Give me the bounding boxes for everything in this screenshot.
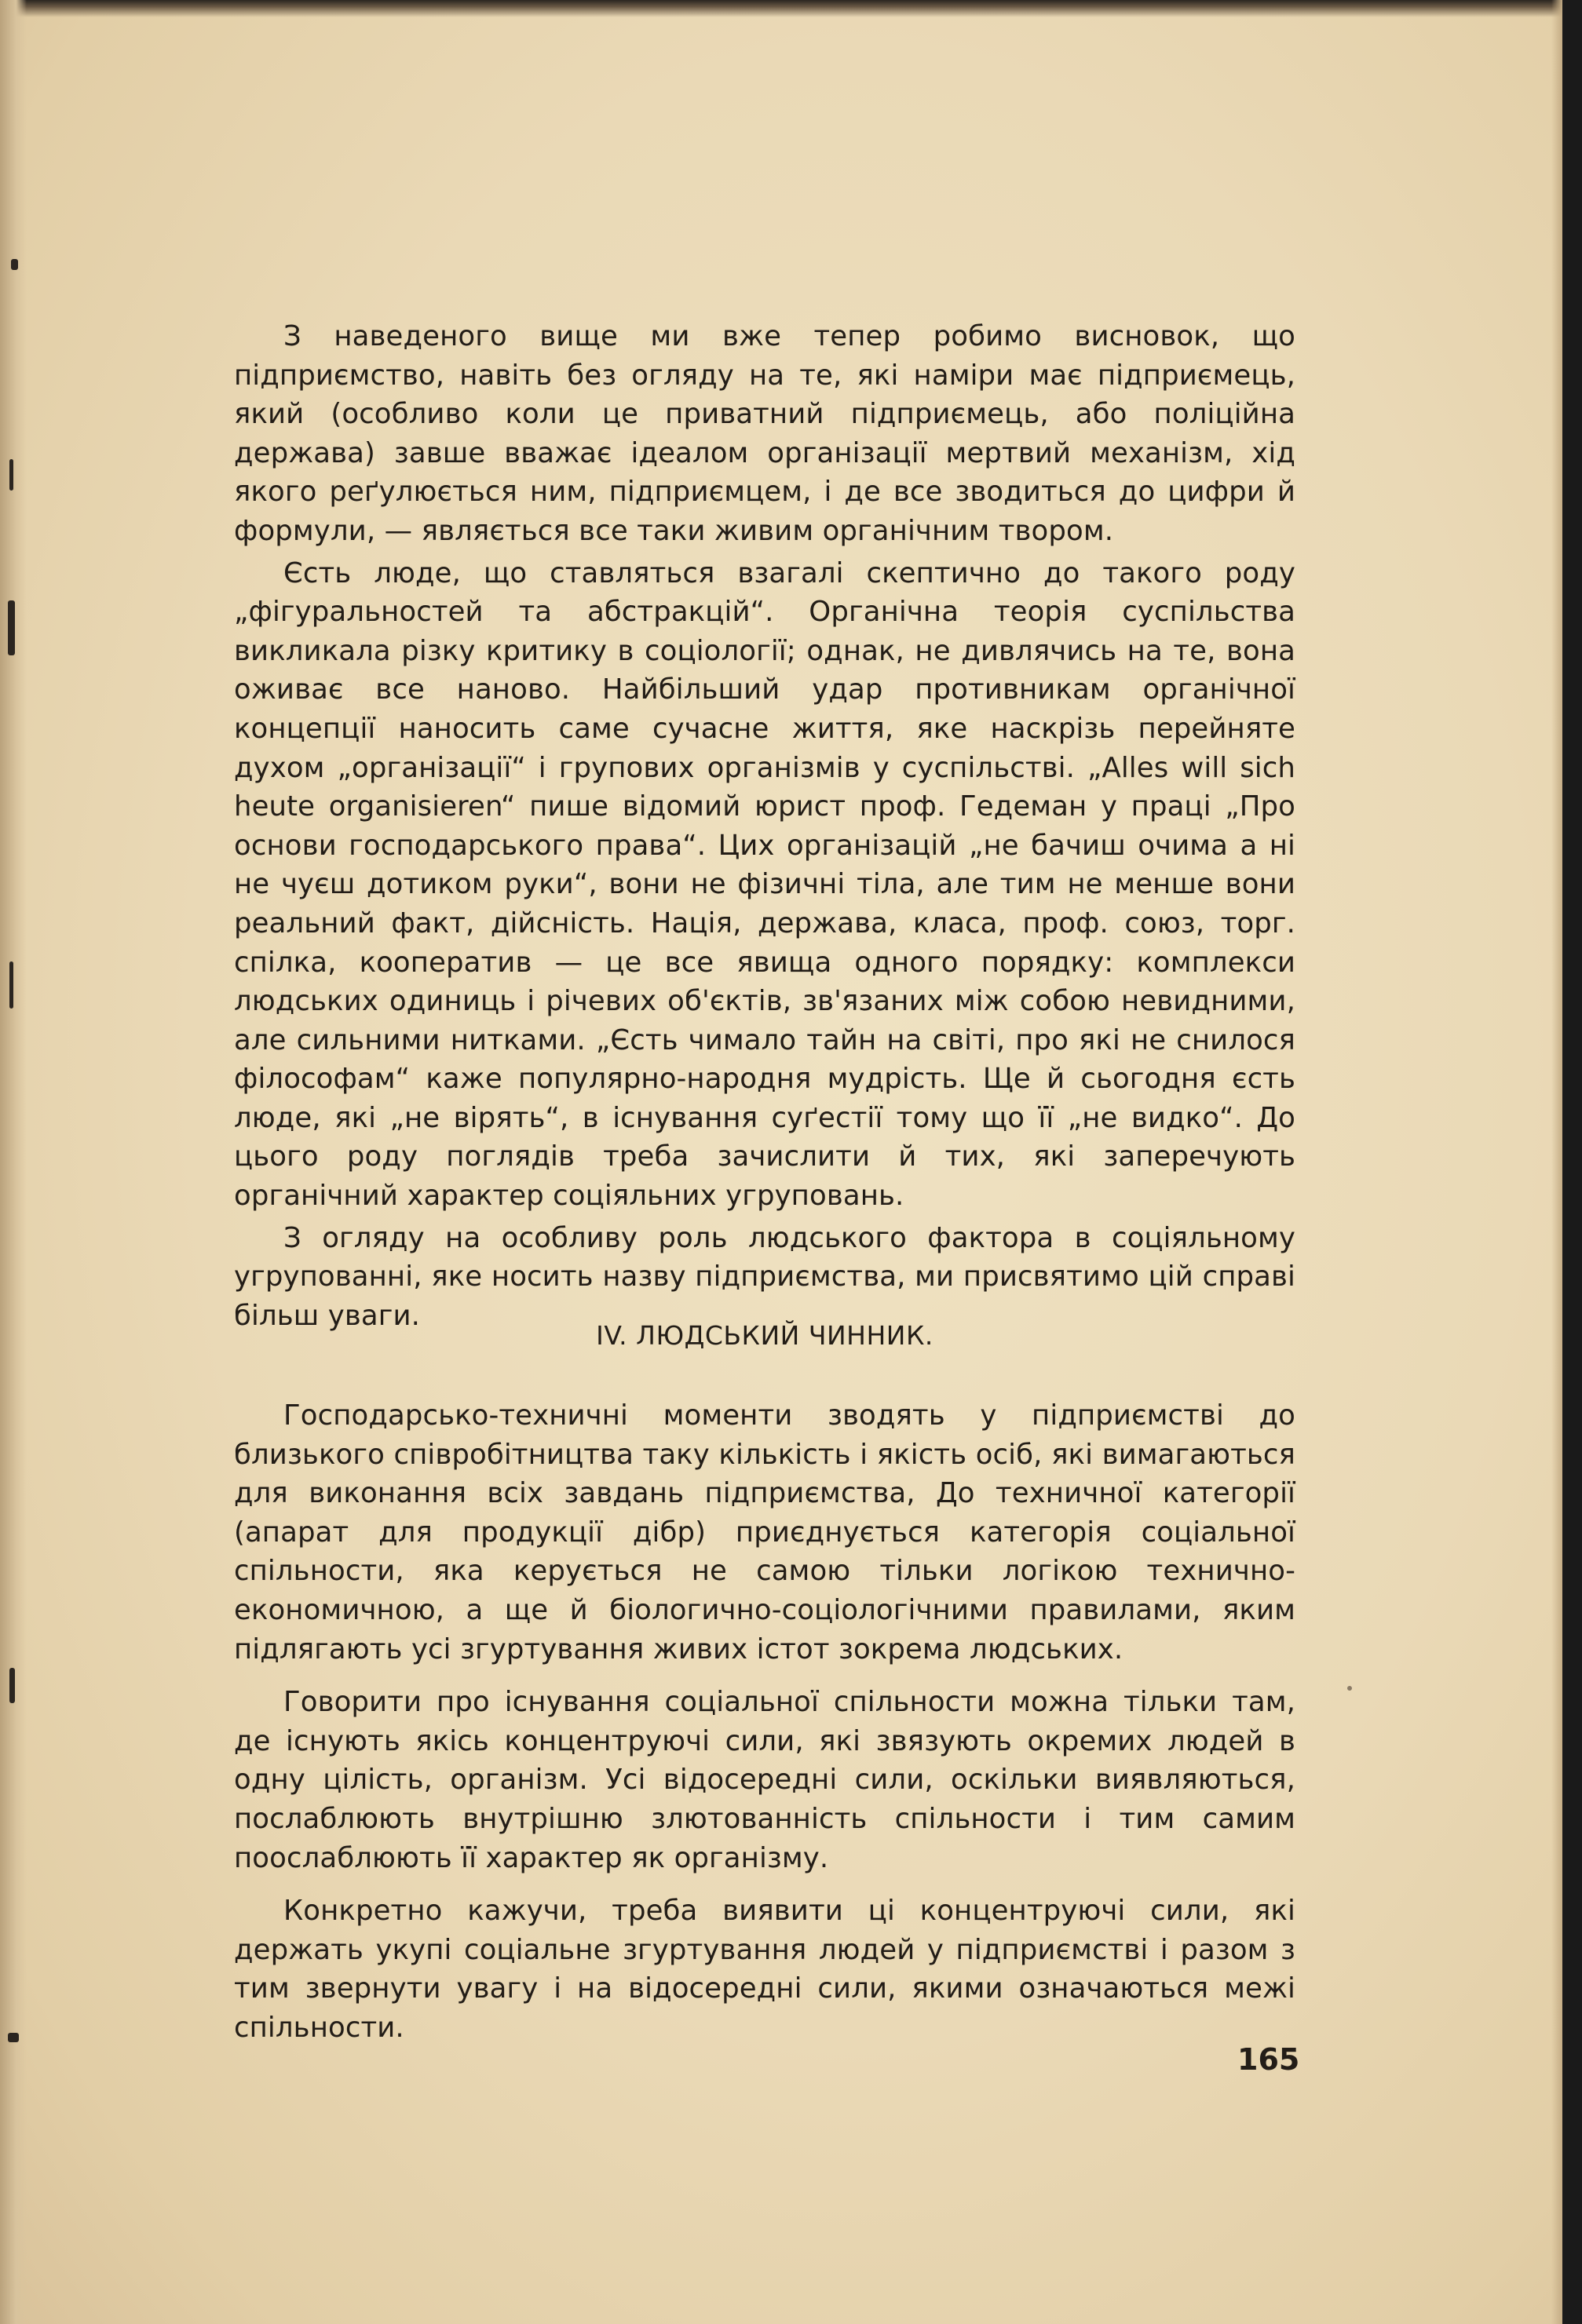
section-one-text — [234, 317, 1295, 1335]
paragraph: Конкретно кажучи, треба виявити ці концентруючі сили, які держать укупі соціальне згуртування людей у підприємстві і разом з тим звернути увагу і на відосередні сили, якими означаються межі спільности. — [234, 1895, 1295, 2044]
page-right-edge — [1551, 0, 1562, 2324]
section-heading: IV. ЛЮДСЬКИЙ ЧИННИК. — [596, 1320, 933, 1351]
binding-edge — [0, 0, 27, 2324]
page-number: 165 — [1237, 2042, 1300, 2077]
binding-mark — [9, 961, 13, 1009]
page-speck — [1347, 1686, 1352, 1691]
binding-mark — [11, 259, 18, 270]
paragraph: Єсть люде, що ставляться взагалі скептично до такого роду „фігуральностей та абстракцій“. Органічна теорія суспільства викликала різку критику в соціології; однак, не дивлячись на те, вона оживає все наново. Найбільший удар противникам органічної концепції наносить саме сучасне життя, яке наскрізь перейняте духом „організації“ і групових організмів у суспільстві. „Alles will sich heute organisieren“ пише відомий юрист проф. Гедеман у праці „Про основи господарського права“. Цих організацій „не бачиш очима а ні не чуєш дотиком руки“, вони не фізичні тіла, але тим не менше вони реальний факт, дійсність. Нація, держава, класа, проф. союз, торг. спілка, кооператив — це все явища одного порядку: комплекси людських одиниць і річевих об'єктів, зв'язаних між собою невидними, але сильними нитками. „Єсть чимало тайн на світі, про які не снилося філософам“ каже популярно-народня мудрість. Ще й сьогодня єсть люде, які „не вірять“, в існування суґестії тому що її „не видко“. До цього роду поглядів треба зачислити й тих, які заперечують органічний характер соціяльних угруповань. — [234, 556, 1295, 1213]
scan-top-shadow — [0, 0, 1562, 17]
binding-mark — [8, 600, 15, 655]
paragraph: Говорити про існування соціальної спільности можна тільки там, де існують якісь концентруючі сили, які звязують окремих людей в одну цілість, організм. Усі відосередні сили, оскільки виявляються, послаблюють внутрішню злютованність спільности і тим самим поослаблюють її характер як організму. — [234, 1686, 1295, 1874]
binding-mark — [9, 1668, 15, 1703]
paragraph: Господарсько-техничні моменти зводять у підприємстві до близького співробітництва таку кількість і якість осіб, які вимагаються для виконання всіх завдань підприємства, До техничної категорії (апарат для продукції дібр) приєднується категорія соціальної спільности, яка керується не самою тільки логікою технично-економичною, а ще й біологично-соціологічними правилами, яким підлягають усі згуртування живих істот зокрема людських. — [234, 1399, 1295, 1665]
paragraph: З наведеного вище ми вже тепер робимо висновок, що підприємство, навіть без огляду на те, які наміри має підприємець, який (особливо коли це приватний підприємець, або поліційна держава) завше вважає ідеалом організації мертвий механізм, хід якого реґулюється ним, підприємцем, і де все зводиться до цифри й формули, — являється все таки живим органічним твором. — [234, 320, 1295, 547]
paragraph: З огляду на особливу роль людського фактора в соціяльному угрупованні, яке носить назву підприємства, ми присвятимо цій справі більш уваги. — [234, 1221, 1295, 1332]
binding-mark — [8, 2033, 19, 2042]
binding-mark — [9, 459, 13, 491]
section-two-text — [234, 1396, 1295, 2048]
